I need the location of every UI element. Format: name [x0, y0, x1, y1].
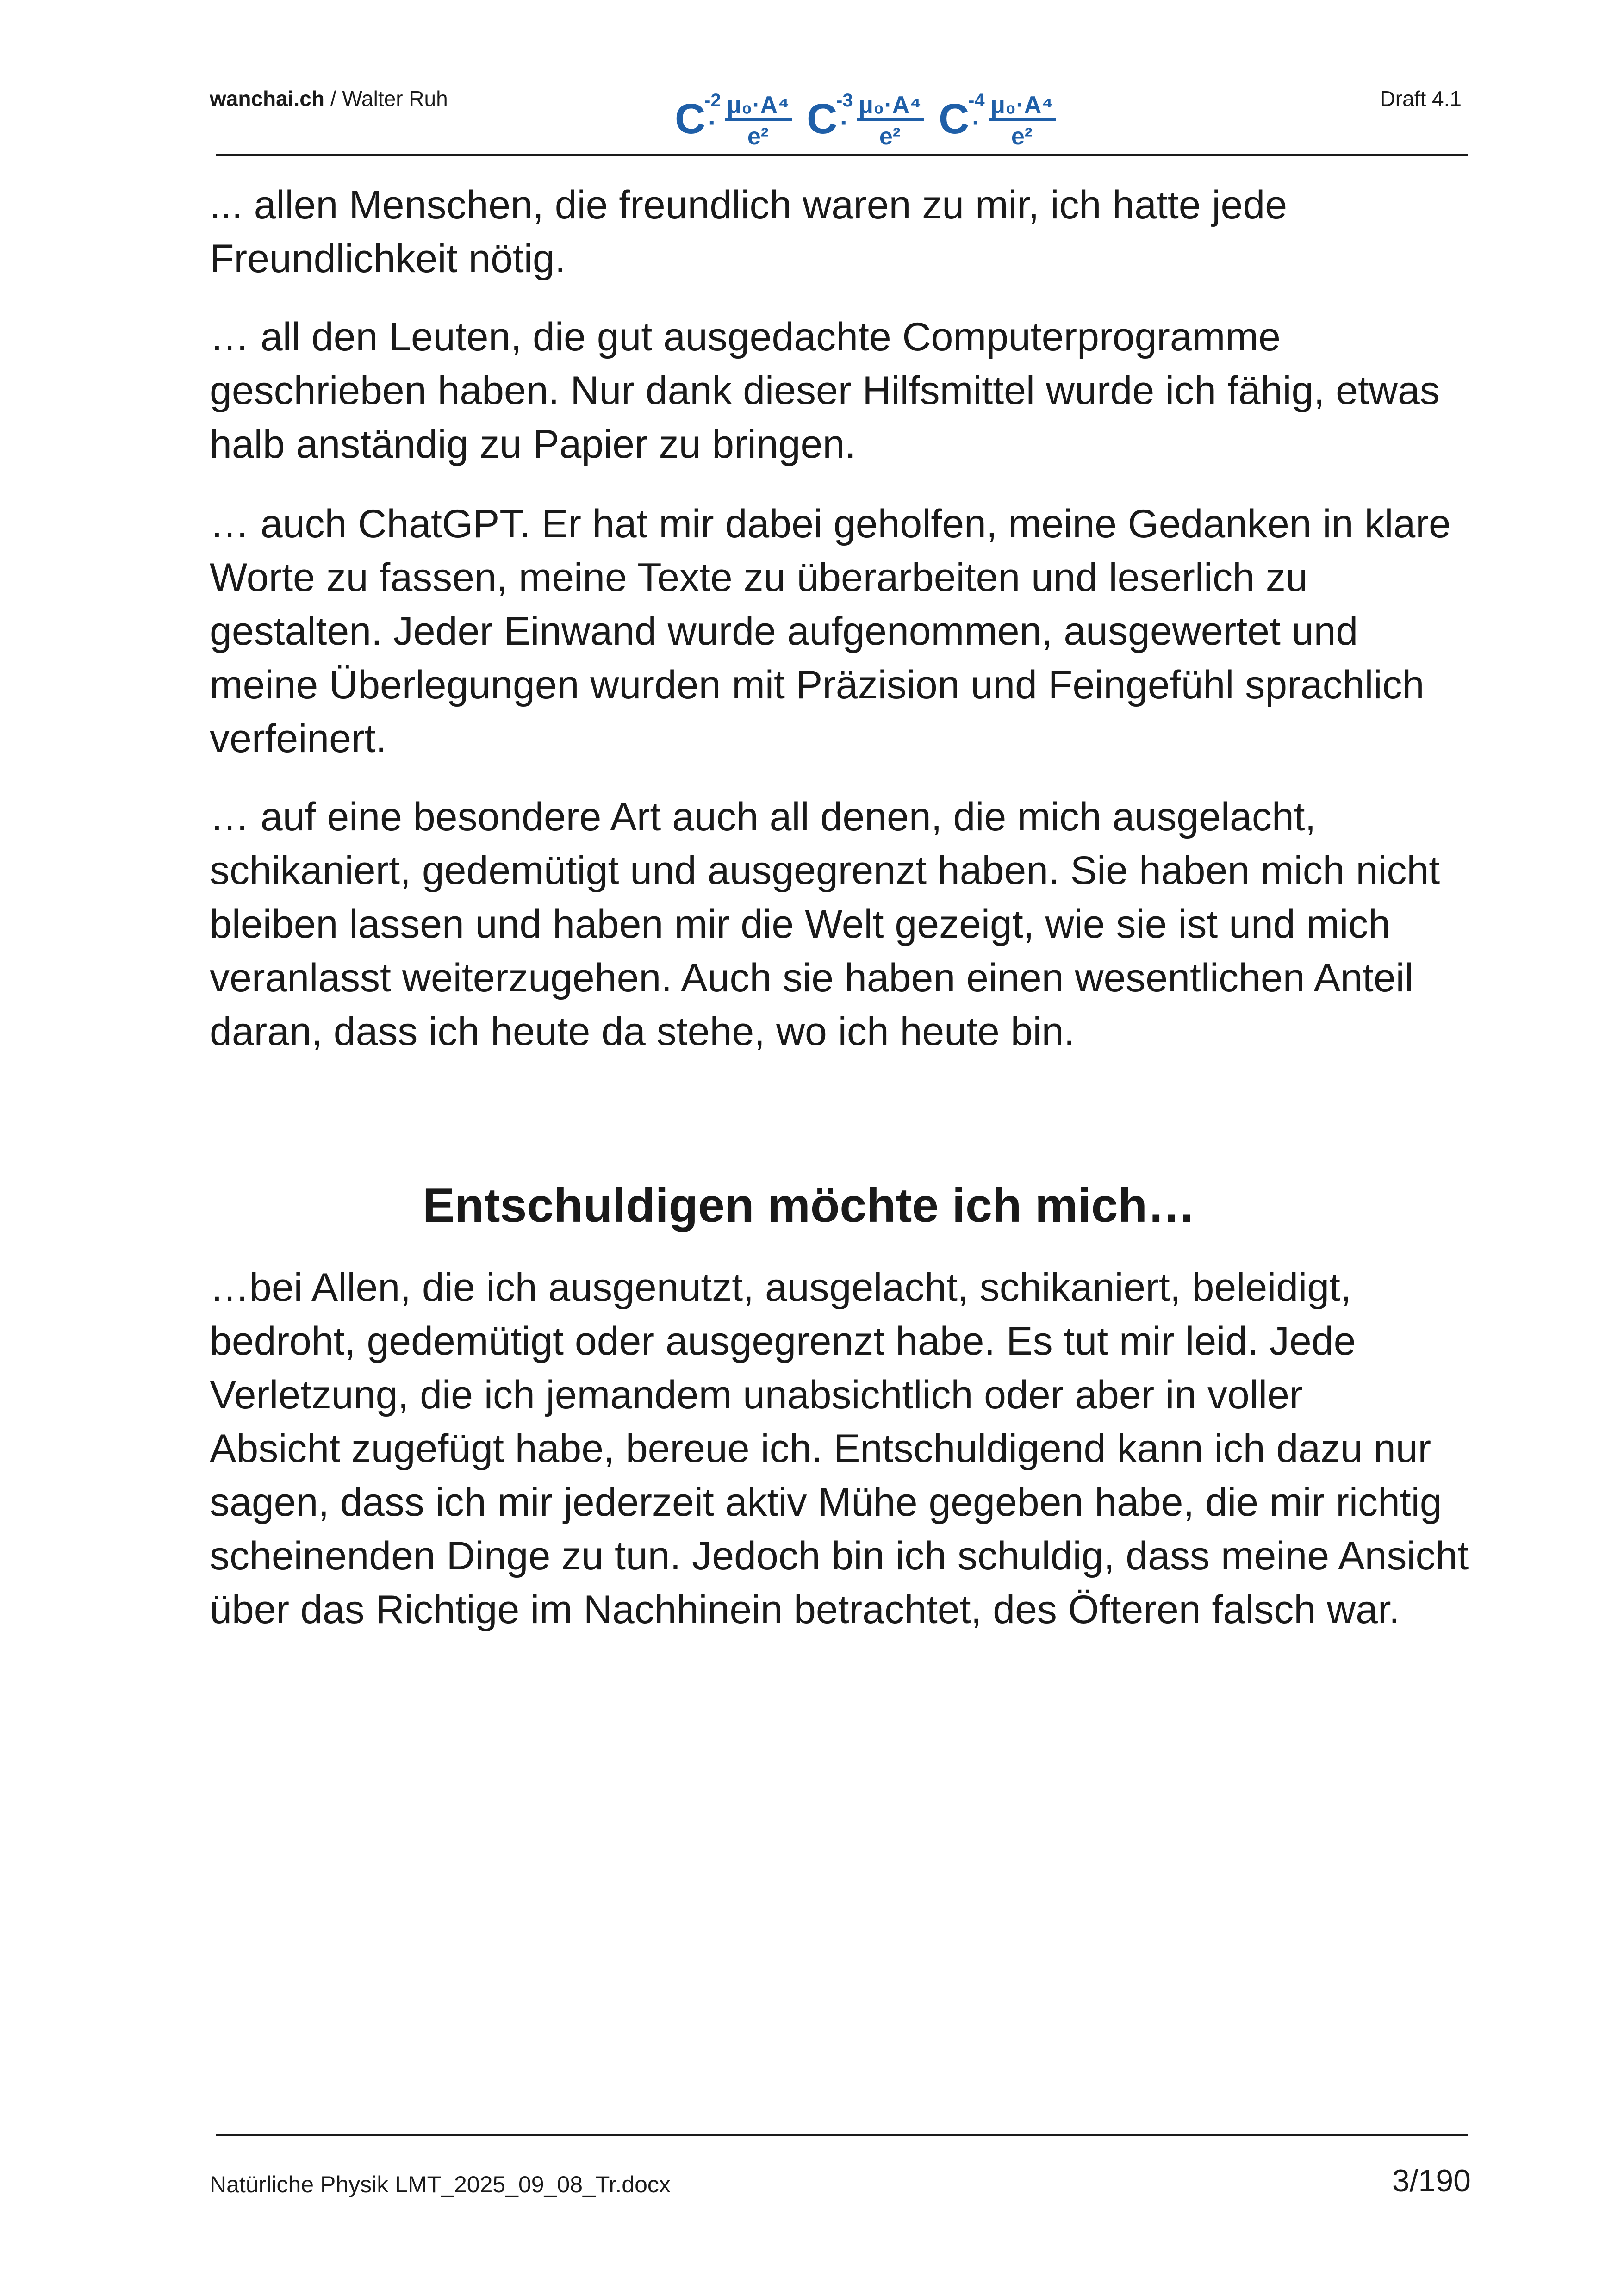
- formula-denominator: e²: [879, 123, 901, 150]
- text-line: verfeinert.: [210, 716, 387, 761]
- header-site: [210, 85, 448, 112]
- formula-logo: [671, 83, 1069, 153]
- site-name: wanchai.ch: [210, 87, 324, 111]
- formula-c-letter: C: [807, 95, 838, 143]
- text-line: …bei Allen, die ich ausgenutzt, ausgelacht, schikaniert, beleidigt,: [210, 1265, 1351, 1310]
- formula-numerator: μ₀·A⁴: [859, 92, 921, 118]
- text-line: ... allen Menschen, die freundlich waren zu mir, ich hatte jede: [210, 183, 1288, 227]
- text-line: Worte zu fassen, meine Texte zu überarbeiten und leserlich zu: [210, 555, 1308, 600]
- text-line: … auf eine besondere Art auch all denen, die mich ausgelacht,: [210, 795, 1316, 839]
- apology-paragraph: [210, 1261, 1487, 1636]
- text-line: meine Überlegungen wurden mit Präzision und Feingefühl sprachlich: [210, 663, 1425, 707]
- formula-c-letter: C: [939, 95, 970, 143]
- text-line: bedroht, gedemütigt oder ausgegrenzt habe. Es tut mir leid. Jede: [210, 1319, 1356, 1363]
- text-line: Verletzung, die ich jemandem unabsichtlich oder aber in voller: [210, 1373, 1303, 1417]
- footer-filename: Natürliche Physik LMT_2025_09_08_Tr.docx: [210, 2172, 671, 2197]
- formula-dot: ·: [972, 108, 981, 137]
- formula-fraction-bar: [857, 118, 924, 121]
- text-line: Absicht zugefügt habe, bereue ich. Entschuldigend kann ich dazu nur: [210, 1426, 1431, 1471]
- paragraph-2: [210, 310, 1487, 471]
- text-line: geschrieben haben. Nur dank dieser Hilfsmittel wurde ich fähig, etwas: [210, 368, 1440, 413]
- formula-denominator: e²: [1011, 123, 1033, 150]
- footer-divider: [216, 2134, 1468, 2136]
- formula-fraction-bar: [725, 118, 792, 121]
- draft-label: Draft 4.1: [1380, 87, 1462, 111]
- text-line: daran, dass ich heute da stehe, wo ich heute bin.: [210, 1009, 1075, 1054]
- page-number: 3/190: [1392, 2163, 1471, 2198]
- text-line: scheinenden Dinge zu tun. Jedoch bin ich schuldig, dass meine Ansicht: [210, 1534, 1469, 1578]
- formula-fraction-bar: [989, 118, 1056, 121]
- formula-c-letter: C: [675, 95, 706, 143]
- paragraph-4: [210, 790, 1487, 1058]
- formula-denominator: e²: [747, 123, 769, 150]
- text-line: … all den Leuten, die gut ausgedachte Computerprogramme: [210, 315, 1281, 359]
- formula-exponent: -2: [704, 90, 721, 111]
- formula-numerator: μ₀·A⁴: [727, 92, 790, 118]
- header-divider: [216, 154, 1468, 156]
- section-heading: Entschuldigen möchte ich mich…: [423, 1179, 1195, 1232]
- author-name: Walter Ruh: [342, 87, 448, 111]
- formula-dot: ·: [840, 108, 849, 137]
- text-line: veranlasst weiterzugehen. Auch sie haben einen wesentlichen Anteil: [210, 956, 1413, 1000]
- paragraph-1: [210, 178, 1487, 286]
- formula-exponent: -3: [836, 90, 853, 111]
- text-line: bleiben lassen und haben mir die Welt gezeigt, wie sie ist und mich: [210, 902, 1391, 946]
- header-separator: /: [324, 87, 342, 111]
- text-line: schikaniert, gedemütigt und ausgegrenzt haben. Sie haben mich nicht: [210, 848, 1440, 893]
- text-line: Freundlichkeit nötig.: [210, 236, 566, 281]
- text-line: halb anständig zu Papier zu bringen.: [210, 422, 856, 467]
- text-line: sagen, dass ich mir jederzeit aktiv Mühe gegeben habe, die mir richtig: [210, 1480, 1442, 1524]
- formula-numerator: μ₀·A⁴: [990, 92, 1053, 118]
- text-line: gestalten. Jeder Einwand wurde aufgenommen, ausgewertet und: [210, 609, 1358, 653]
- text-line: … auch ChatGPT. Er hat mir dabei geholfen, meine Gedanken in klare: [210, 502, 1451, 546]
- formula-dot: ·: [708, 108, 717, 137]
- paragraph-3: [210, 497, 1487, 765]
- formula-exponent: -4: [968, 90, 985, 111]
- text-line: über das Richtige im Nachhinein betrachtet, des Öfteren falsch war.: [210, 1587, 1400, 1632]
